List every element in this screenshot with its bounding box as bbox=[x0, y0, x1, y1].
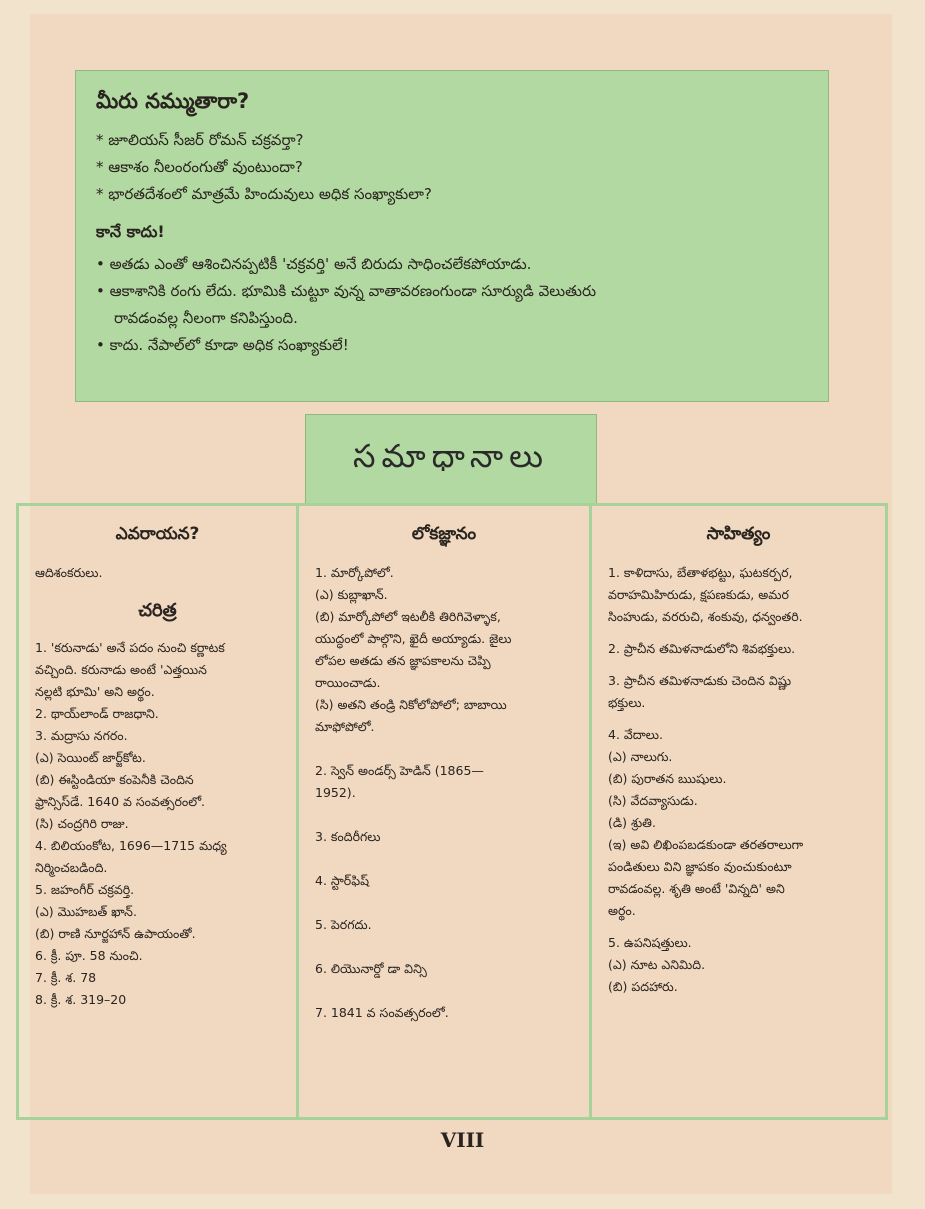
answer-item: యుద్ధంలో పాల్గొని, ఖైదీ అయ్యాడు. జైలు bbox=[315, 631, 512, 646]
answer-item: 2. ప్రాచీన తమిళనాడులోని శివభక్తులు. bbox=[608, 641, 796, 656]
answer-item: ఫ్రాన్సిస్‌డే. 1640 వ సంవత్సరంలో. bbox=[35, 794, 206, 809]
answer-item: (ఇ) అవి లిఖింపబడకుండా తరతరాలుగా bbox=[608, 837, 804, 852]
answer-item: 3. కందిరీగలు bbox=[315, 829, 381, 844]
column-heading: ఎవరాయన? bbox=[115, 524, 200, 544]
answer-item: (ఎ) నాలుగు. bbox=[608, 749, 673, 764]
answer-item: (సి) అతని తండ్రి నికోలోపోలో; బాబాయి bbox=[315, 697, 507, 712]
answer-item: లోపల అతడు తన జ్ఞాపకాలను చెప్పి bbox=[315, 653, 491, 668]
quiz-question: * భారతదేశంలో మాత్రమే హిందువులు అధిక సంఖ్యాకులా? bbox=[96, 185, 432, 203]
answer-item: 5. జహంగీర్ చక్రవర్తి. bbox=[35, 882, 135, 897]
answer-item: వచ్చింది. కరునాడు అంటే 'ఎత్తయిన bbox=[35, 662, 207, 677]
answer-item: 5. ఉపనిషత్తులు. bbox=[608, 935, 692, 950]
section-title: సమాధానాలు bbox=[353, 437, 549, 475]
answer-item: 4. బిలియంకోట, 1696—1715 మధ్య bbox=[35, 838, 227, 853]
quiz-answer: • ఆకాశానికి రంగు లేదు. భూమికి చుట్టూ వున్న వాతావరణంగుండా సూర్యుడి వెలుతురు bbox=[96, 282, 597, 300]
answer-item: వరాహమిహిరుడు, క్షపణకుడు, అమర bbox=[608, 587, 789, 602]
column-general-knowledge bbox=[299, 506, 592, 1117]
answer-item: (బి) పురాతన ఋషులు. bbox=[608, 771, 727, 786]
answer-item: 4. వేదాలు. bbox=[608, 727, 663, 742]
quiz-question: * జూలియస్ సీజర్ రోమన్ చక్రవర్తా? bbox=[96, 131, 304, 149]
answer-item: (సి) చంద్రగిరి రాజు. bbox=[35, 816, 129, 831]
answer-item: మాఫోపోలో. bbox=[315, 719, 375, 734]
column-heading: లోకజ్ఞానం bbox=[411, 524, 477, 544]
answer-item: (ఎ) సెయింట్ జార్జ్‌కోట. bbox=[35, 750, 146, 765]
column-heading: సాహిత్యం bbox=[706, 524, 771, 544]
answer-item: 5. పెరగదు. bbox=[315, 917, 372, 932]
quiz-answer-title: కానే కాదు! bbox=[96, 222, 165, 241]
answer-item: 6. క్రీ. పూ. 58 నుంచి. bbox=[35, 948, 143, 963]
quiz-box bbox=[75, 70, 829, 402]
answer-item: (సి) వేదవ్యాసుడు. bbox=[608, 793, 698, 808]
answer-item: నల్లటి భూమి' అని అర్థం. bbox=[35, 684, 155, 699]
answer-item: (బి) పదహారు. bbox=[608, 979, 678, 994]
answer-item: (బి) మార్కోపోలో ఇటలీకి తిరిగివెళ్ళాక, bbox=[315, 609, 501, 624]
answer-item: ఆదిశంకరులు. bbox=[35, 565, 103, 580]
column-who bbox=[19, 506, 299, 1117]
answer-item: 2. థాయ్‌లాండ్ రాజధాని. bbox=[35, 706, 159, 721]
answer-item: (ఎ) నూట ఎనిమిది. bbox=[608, 957, 706, 972]
page-number: VIII bbox=[440, 1128, 485, 1152]
answer-item: నిర్మించబడింది. bbox=[35, 860, 108, 875]
quiz-title: మీరు నమ్ముతారా? bbox=[96, 89, 250, 113]
answer-item: 2. స్వెన్ అండర్స్ హెడిన్ (1865— bbox=[315, 763, 484, 778]
quiz-answer: • అతడు ఎంతో ఆశించినప్పటికీ 'చక్రవర్తి' అనే బిరుదు సాధించలేకపోయాడు. bbox=[96, 255, 532, 273]
answer-item: అర్థం. bbox=[608, 903, 636, 918]
quiz-answer: రావడంవల్ల నీలంగా కనిపిస్తుంది. bbox=[114, 309, 298, 327]
answer-item: పండితులు విని జ్ఞాపకం వుంచుకుంటూ bbox=[608, 859, 792, 874]
answer-item: 7. 1841 వ సంవత్సరంలో. bbox=[315, 1005, 449, 1020]
column-literature bbox=[592, 506, 885, 1117]
answer-item: 4. స్టార్‌ఫిష్ bbox=[315, 873, 369, 888]
answer-item: భక్తులు. bbox=[608, 695, 646, 710]
section-title-tab bbox=[305, 414, 597, 505]
answers-panel bbox=[16, 503, 888, 1120]
answer-item: (డి) శ్రుతి. bbox=[608, 815, 656, 830]
answer-item: 1952). bbox=[315, 785, 356, 800]
quiz-question: * ఆకాశం నీలంరంగుతో వుంటుందా? bbox=[96, 158, 303, 176]
answer-item: (బి) ఈస్టిండియా కంపెనీకి చెందిన bbox=[35, 772, 194, 787]
answer-item: 1. 'కరునాడు' అనే పదం నుంచి కర్ణాటక bbox=[35, 640, 225, 655]
answer-item: రావడంవల్ల. శృతి అంటే 'విన్నది' అని bbox=[608, 881, 785, 896]
answer-item: (ఎ) మొహబత్ ఖాన్. bbox=[35, 904, 137, 919]
answer-item: (ఎ) కుబ్లాఖాన్. bbox=[315, 587, 388, 602]
answer-item: రాయించాడు. bbox=[315, 675, 381, 690]
answer-item: 1. మార్కోపోలో. bbox=[315, 565, 394, 580]
answer-item: (బి) రాణి నూర్జహాన్ ఉపాయంతో. bbox=[35, 926, 196, 941]
answer-item: 3. మద్రాసు నగరం. bbox=[35, 728, 128, 743]
answer-item: 7. క్రీ. శ. 78 bbox=[35, 970, 97, 985]
answer-item: 6. లియొనార్డో డా విన్సి bbox=[315, 961, 427, 976]
answer-item: 8. క్రీ. శ. 319–20 bbox=[35, 992, 127, 1007]
answer-item: 1. కాళిదాసు, బేతాళభట్టు, ఘటకర్పర, bbox=[608, 565, 793, 580]
answer-item: 3. ప్రాచీన తమిళనాడుకు చెందిన విష్ణు bbox=[608, 673, 792, 688]
column-subheading: చరిత్ర bbox=[138, 600, 177, 621]
quiz-answer: • కాదు. నేపాల్‌లో కూడా అధిక సంఖ్యాకులే! bbox=[96, 336, 349, 354]
answer-item: సింహుడు, వరరుచి, శంకువు, ధన్వంతరి. bbox=[608, 609, 803, 624]
